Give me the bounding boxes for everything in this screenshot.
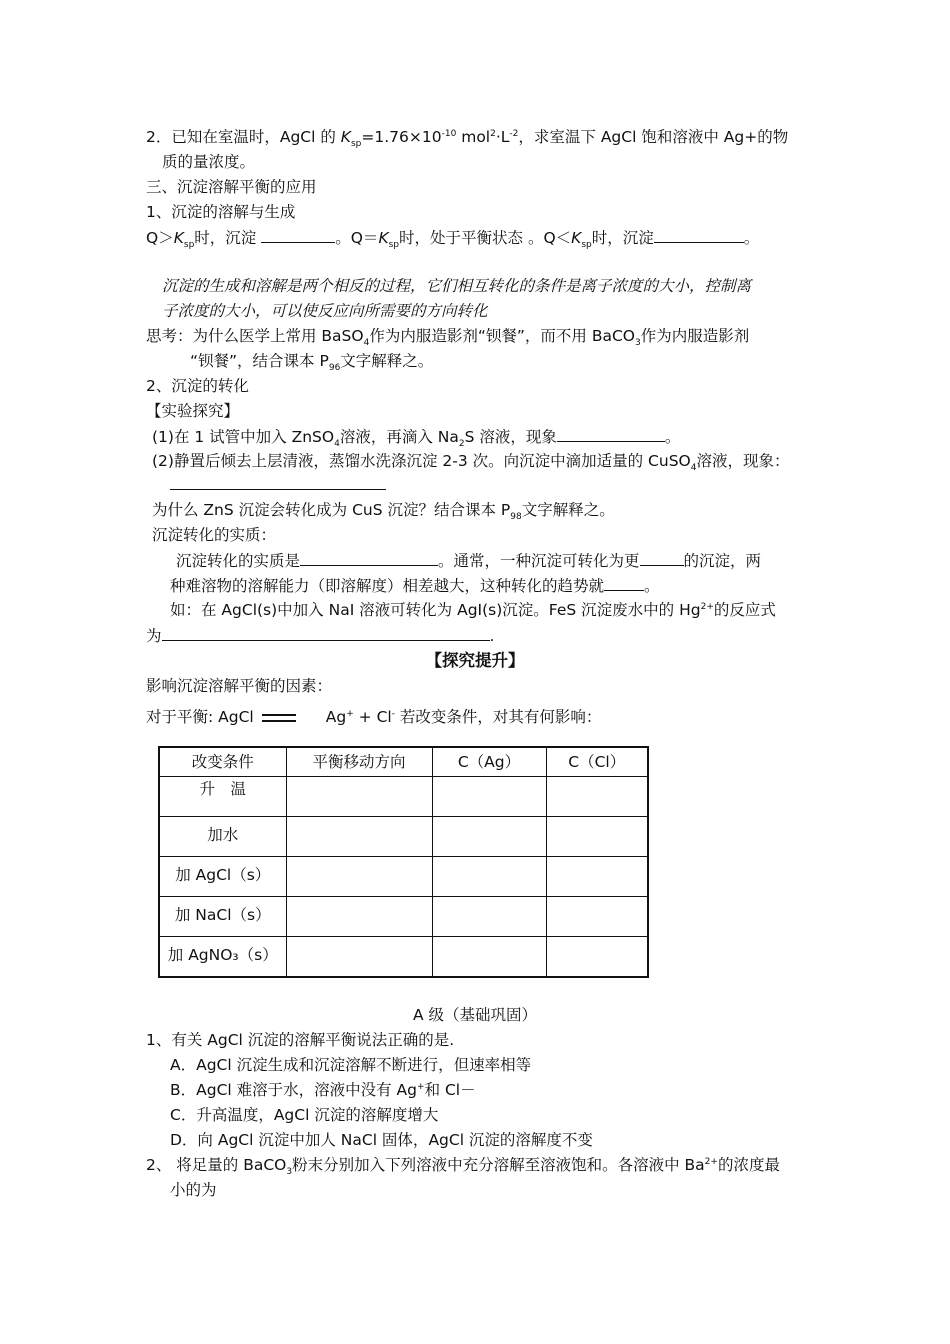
essence-line1: 沉淀转化的实质是 。通常，一种沉淀可转化为更 的沉淀，两 [176,552,762,570]
experiment-step-1: (1)在 1 试管中加入 ZnSO$_4$溶液，再滴入 $Na_2S$ 溶液，现象 。 [152,428,681,450]
think-question-line2: “钡餐”，结合课本 $P_{96}$文字解释之。 [190,352,434,374]
answer-blank[interactable] [261,227,335,243]
table-cell-condition: 升 温 [159,777,286,817]
example-line2: 为 . [146,627,495,645]
answer-blank[interactable] [162,625,490,641]
italic-note-line2: 子浓度的大小，可以使反应向所需要的方向转化 [162,302,488,320]
mc2-stem-line1: 2、 将足量的 BaCO$_3$粉末分别加入下列溶液中充分溶解至溶液饱和。各溶液中 $Ba^{2+}$的浓度最 [146,1156,780,1178]
dissolution-condition-line: $Q>K_{sp}$时，沉淀 。$Q=K_{sp}$时，处于平衡状态 。$Q<K_{sp}$时，沉淀 。 [146,229,760,251]
think-question-line1: 思考：为什么医学上常用 BaSO$_4$作为内服造影剂“钡餐”，而不用 BaCO$_3$作为内服造影剂 [146,327,750,349]
answer-blank[interactable] [300,550,438,566]
table-row [159,937,648,978]
table-row [159,817,648,857]
table-cell[interactable] [286,897,432,937]
italic-note-line1: 沉淀的生成和溶解是两个相反的过程，它们相互转化的条件是离子浓度的大小，控制离 [162,277,752,295]
question-2-line1: 2．已知在室温时，AgCl 的 $K_{sp}=1.76\times 10^{-10}$ $mol^2\cdot L^{-2}$，求室温下 AgCl 饱和溶液中 Ag+的物 [146,128,789,150]
equilibrium-line: 对于平衡: AgCl Ag+ + Cl- 若改变条件，对其有何影响： [146,708,602,726]
table-cell[interactable] [546,777,648,817]
table-cell[interactable] [432,777,546,817]
table-cell[interactable] [286,817,432,857]
section-heading-3: 三、沉淀溶解平衡的应用 [146,178,317,196]
experiment-step-2: (2)静置后倾去上层清液，蒸馏水洗涤沉淀 2-3 次。向沉淀中滴加适量的 CuSO$_4$溶液，现象： [152,452,790,474]
subsection-1-title: 1、沉淀的溶解与生成 [146,203,296,221]
table-header-row [159,747,648,777]
question-2-line2: 质的量浓度。 [162,153,256,171]
answer-blank[interactable] [604,575,644,591]
table-cell-condition: 加 AgCl（s） [159,857,286,897]
table-cell[interactable] [546,937,648,978]
mc1-option-d: D．向 AgCl 沉淀中加人 NaCl 固体，AgCl 沉淀的溶解度不变 [170,1131,593,1149]
table-cell[interactable] [432,857,546,897]
table-row [159,857,648,897]
table-cell-condition: 加水 [159,817,286,857]
experiment-heading: 【实验探究】 [146,402,240,420]
table-header: C（Ag） [432,747,546,777]
essence-title: 沉淀转化的实质： [152,526,277,544]
table-cell[interactable] [432,897,546,937]
table-header: 平衡移动方向 [286,747,432,777]
table-row [159,897,648,937]
mc1-option-c: C．升高温度，AgCl 沉淀的溶解度增大 [170,1106,439,1124]
table-cell[interactable] [546,817,648,857]
table-header: 改变条件 [159,747,286,777]
mc2-stem-line2: 小的为 [170,1181,217,1199]
table-cell[interactable] [432,937,546,978]
table-cell[interactable] [432,817,546,857]
answer-blank[interactable] [640,550,684,566]
mc1-stem: 1、有关 AgCl 沉淀的溶解平衡说法正确的是. [146,1031,455,1049]
factors-table [158,746,649,978]
answer-blank[interactable] [557,426,665,442]
table-cell[interactable] [286,857,432,897]
level-a-heading: A 级（基础巩固） [412,1006,538,1024]
table-cell[interactable] [546,897,648,937]
essence-line2: 种难溶物的溶解能力（即溶解度）相差越大，这种转化的趋势就 。 [170,577,660,595]
table-header: C（Cl） [546,747,648,777]
table-cell-condition: 加 NaCl（s） [159,897,286,937]
table-cell-condition: 加 AgNO₃（s） [159,937,286,978]
equilibrium-arrow-icon [262,712,296,724]
explore-heading: 【探究提升】 [425,651,525,670]
factors-title: 影响沉淀溶解平衡的因素： [146,677,333,695]
example-line1: 如：在 AgCl(s)中加入 NaI 溶液可转化为 AgI(s)沉淀。FeS 沉淀废水中的 $Hg^{2+}$的反应式 [170,601,776,619]
experiment-step-2-blank [170,474,386,495]
why-question: 为什么 ZnS 沉淀会转化成为 CuS 沉淀？结合课本 $P_{98}$文字解释之。 [152,501,615,523]
answer-blank[interactable] [654,227,744,243]
subsection-2-title: 2、沉淀的转化 [146,377,249,395]
table-row [159,777,648,817]
table-cell[interactable] [286,777,432,817]
mc1-option-b: B．AgCl 难溶于水，溶液中没有 Ag+和 Cl－ [170,1081,476,1099]
table-cell[interactable] [286,937,432,978]
table-cell[interactable] [546,857,648,897]
answer-blank[interactable] [170,474,386,490]
mc1-option-a: A．AgCl 沉淀生成和沉淀溶解不断进行，但速率相等 [170,1056,532,1074]
